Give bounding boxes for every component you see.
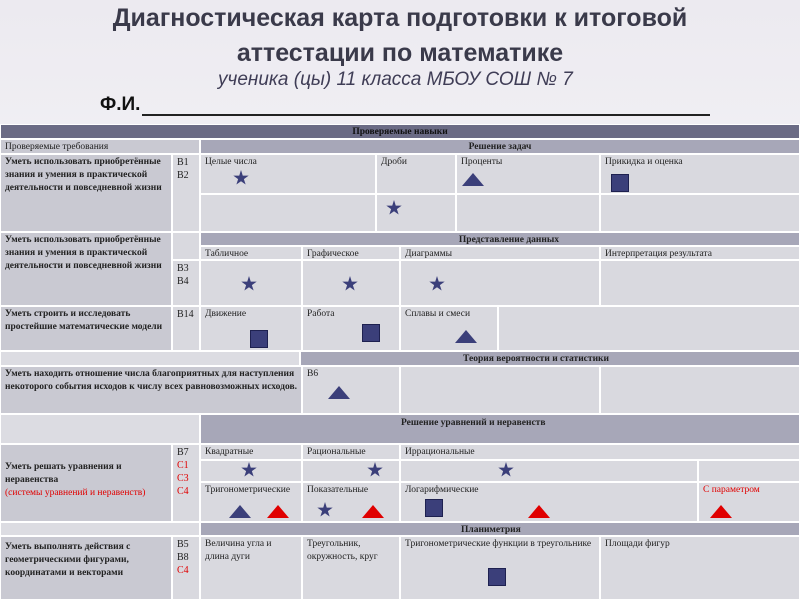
row4-c3 [600,366,800,414]
col-trig-functions: Тригонометрические функции в треугольнике [400,536,600,600]
req2-blank [172,232,200,260]
section-probability: Теория вероятности и статистики [300,351,800,366]
square-marker [611,174,629,192]
triangle-marker [462,173,484,186]
col-logarithmic: Логарифмические [400,482,698,522]
requirement-1: Уметь использовать приобретённые знания и умения в практической деятельности и повседневной жизни [0,154,172,232]
code-b2: B2 [177,170,189,181]
code-b3: B3 [177,263,189,274]
red-triangle-marker [528,505,550,518]
triangle-marker [455,330,477,343]
row2-c3 [400,260,600,306]
row5a-c3 [400,460,698,482]
col-diagrams: Диаграммы [400,246,600,260]
row1b-c3 [456,194,600,232]
row5a-c2 [302,460,400,482]
code-b4: B4 [177,276,189,287]
row1b-c1 [200,194,376,232]
triangle-marker [229,505,251,518]
col-rational: Рациональные [302,444,400,460]
title-line-2: аттестации по математике [236,39,564,67]
col-graphical: Графическое [302,246,400,260]
col-triangle: Треугольник, окружность, круг [302,536,400,600]
code-b7: B7 [177,447,189,458]
row1b-c4 [600,194,800,232]
col-work: Работа [302,306,400,351]
col-irrational: Иррациональные [400,444,800,460]
req5-codes [172,444,200,522]
section-planimetry: Планиметрия [200,522,800,536]
req-header: Проверяемые требования [0,139,200,154]
square-marker [250,330,268,348]
fio-label: Ф.И. [100,94,141,115]
red-triangle-marker [362,505,384,518]
row4-c2 [400,366,600,414]
col-interpretation: Интерпретация результата [600,246,800,260]
req6-blank-left [0,522,200,536]
square-marker [425,499,443,517]
code-b1: B1 [177,157,189,168]
code-b5: B5 [177,539,189,550]
col-parameter: С параметром [698,482,800,522]
table-top-header: Проверяемые навыки [0,124,800,139]
col-tabular: Табличное [200,246,302,260]
col-integers: Целые числа [200,154,376,194]
col-quadratic: Квадратные [200,444,302,460]
code-c4-geo: C4 [177,565,189,576]
col-exponential: Показательные [302,482,400,522]
col-motion: Движение [200,306,302,351]
col-angle: Величина угла и длина дуги [200,536,302,600]
section-data-representation: Представление данных [200,232,800,246]
subtitle: ученика (цы) 11 класса МБОУ СОШ № 7 [218,69,573,90]
section-solving-problems: Решение задач [200,139,800,154]
code-b8: B8 [177,552,189,563]
req5-blank-left [0,414,200,444]
title-line-1: Диагностическая карта подготовки к итоговой [112,4,688,32]
row2-c4 [600,260,800,306]
requirement-3: Уметь строить и исследовать простейшие математические модели [0,306,172,351]
triangle-marker [328,386,350,399]
req2-codes [172,260,200,306]
code-c4: C4 [177,486,189,497]
req4-code: B6 [302,366,400,414]
section-equations: Решение уравнений и неравенств [200,414,800,444]
col-estimate: Прикидка и оценка [600,154,800,194]
requirement-6: Уметь выполнять действия с геометрическими фигурами, координатами и векторами [0,536,172,600]
col-fractions: Дроби [376,154,456,194]
red-triangle-marker [267,505,289,518]
col-alloys: Сплавы и смеси [400,306,498,351]
req5-main: Уметь решать уравнения и неравенства [5,462,122,485]
row5a-c4 [698,460,800,482]
req1-codes [172,154,200,232]
requirement-5 [0,444,172,522]
req5-red: (системы уравнений и неравенств) [5,488,146,498]
req3-code: B14 [172,306,200,351]
row3-c4 [498,306,800,351]
req4-blank-left [0,351,300,366]
requirement-2: Уметь использовать приобретённые знания и умения в практической деятельности и повседневной жизни [0,232,172,306]
code-c3: C3 [177,473,189,484]
square-marker [488,568,506,586]
col-percent: Проценты [456,154,600,194]
col-areas: Площади фигур [600,536,800,600]
requirement-4: Уметь находить отношение числа благоприятных для наступления некоторого события исходов к числу всех равновозможных исходов. [0,366,302,414]
req6-codes [172,536,200,600]
row1b-c2 [376,194,456,232]
col-trigonometric: Тригонометрические [200,482,302,522]
code-c1: C1 [177,460,189,471]
square-marker [362,324,380,342]
red-triangle-marker [710,505,732,518]
